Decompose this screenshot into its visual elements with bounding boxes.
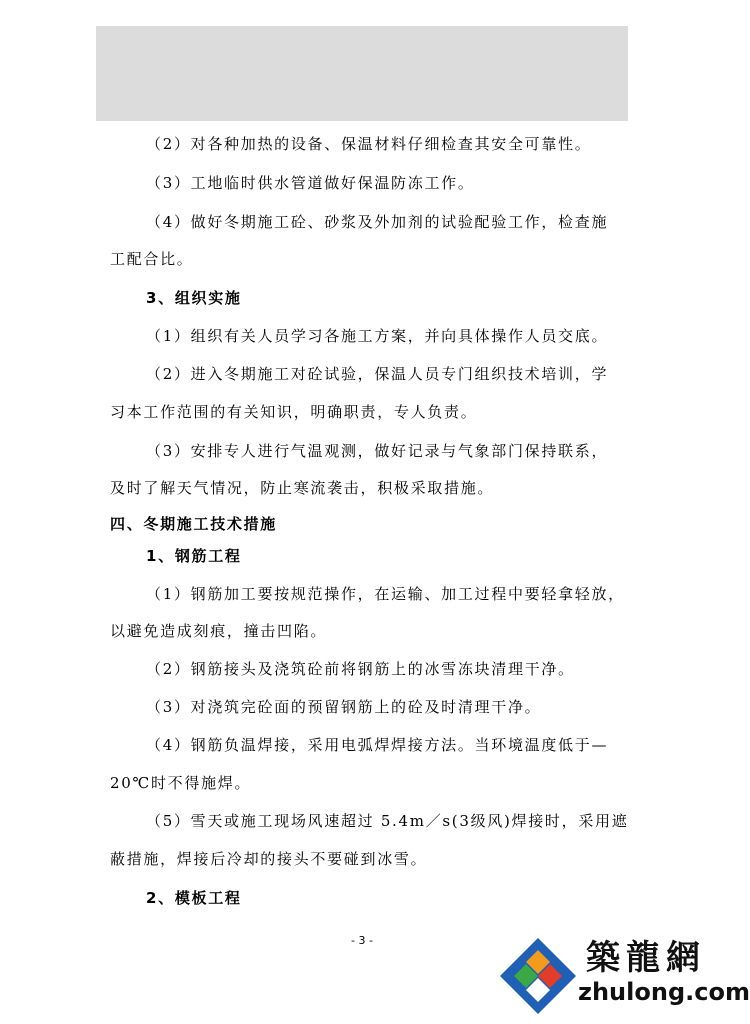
section-heading: 3、组织实施	[146, 289, 242, 307]
zhulong-watermark	[498, 930, 750, 1018]
paragraph: （1）钢筋加工要按规范操作，在运输、加工过程中要轻拿轻放，	[146, 585, 625, 603]
paragraph: 蔽措施，焊接后冷却的接头不要碰到冰雪。	[110, 850, 428, 868]
paragraph: 及时了解天气情况，防止寒流袭击，积极采取措施。	[110, 479, 495, 497]
paragraph: 以避免造成刻痕，撞击凹陷。	[110, 622, 328, 640]
paragraph: （3）工地临时供水管道做好保温防冻工作。	[146, 174, 475, 192]
paragraph: （4）做好冬期施工砼、砂浆及外加剂的试验配验工作，检查施	[146, 213, 609, 231]
zhulong-logo-icon	[498, 936, 578, 1016]
paragraph: （2）对各种加热的设备、保温材料仔细检查其安全可靠性。	[146, 135, 592, 153]
section-heading: 1、钢筋工程	[146, 547, 242, 565]
section-heading: 2、模板工程	[146, 889, 242, 907]
watermark-name-en: zhulong.com	[578, 978, 750, 1006]
watermark-name-cn: 築龍網	[586, 938, 706, 978]
paragraph: （5）雪天或施工现场风速超过 5.4m／s(3级风)焊接时，采用遮	[146, 812, 629, 830]
paragraph: （3）对浇筑完砼面的预留钢筋上的砼及时清理干净。	[146, 698, 542, 716]
paragraph: （4）钢筋负温焊接，采用电弧焊焊接方法。当环境温度低于—	[146, 736, 609, 754]
paragraph: 20℃时不得施焊。	[110, 774, 252, 792]
paragraph: （2）进入冬期施工对砼试验，保温人员专门组织技术培训，学	[146, 365, 609, 383]
paragraph: （3）安排专人进行气温观测，做好记录与气象部门保持联系，	[146, 442, 609, 460]
paragraph: （2）钢筋接头及浇筑砼前将钢筋上的冰雪冻块清理干净。	[146, 660, 575, 678]
paragraph: 工配合比。	[110, 250, 194, 268]
paragraph: 习本工作范围的有关知识，明确职责，专人负责。	[110, 403, 478, 421]
paragraph: （1）组织有关人员学习各施工方案，并向具体操作人员交底。	[146, 327, 609, 345]
chapter-heading: 四、冬期施工技术措施	[110, 515, 278, 533]
page-number: - 3 -	[351, 934, 373, 947]
